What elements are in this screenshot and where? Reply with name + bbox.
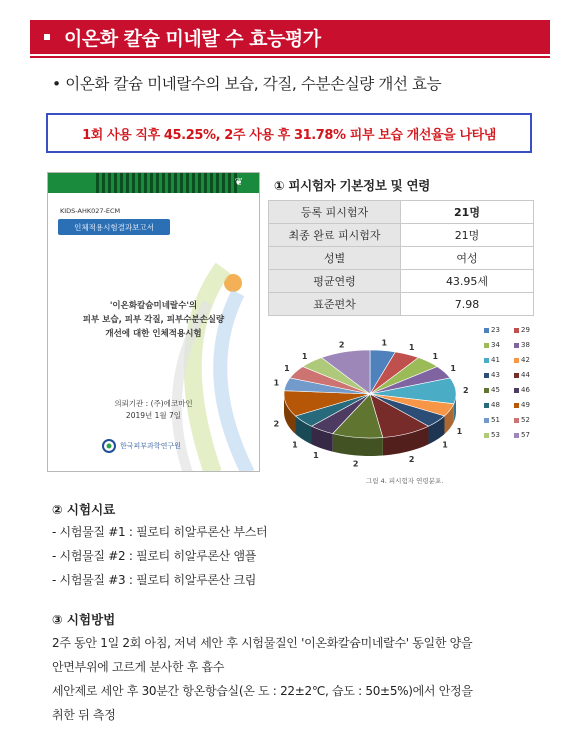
cover-institute-logo bbox=[102, 439, 181, 453]
legend-label: 38 bbox=[521, 341, 530, 349]
legend-swatch bbox=[514, 388, 519, 393]
table-cell-value: 21명 bbox=[401, 224, 534, 247]
pie-data-label: 2 bbox=[462, 386, 469, 396]
pie-data-label: 1 bbox=[273, 378, 280, 388]
table-cell-label: 평균연령 bbox=[269, 270, 401, 293]
legend-item bbox=[484, 356, 500, 364]
figure-caption: 그림 4. 피시험자 연령분포. bbox=[366, 477, 444, 485]
legend-swatch bbox=[514, 433, 519, 438]
page-title: 이온화 칼슘 미네랄 수 효능평가 bbox=[64, 27, 321, 50]
legend-label: 34 bbox=[491, 341, 500, 349]
legend-swatch bbox=[484, 388, 489, 393]
cover-badge: 인체적용시험결과보고서 bbox=[58, 219, 170, 235]
table-cell-value: 43.95세 bbox=[401, 270, 534, 293]
cover-leaf-icon: ❦ bbox=[234, 177, 243, 188]
pie-data-label: 1 bbox=[456, 426, 463, 436]
legend-item bbox=[514, 326, 530, 334]
pie-data-label: 1 bbox=[408, 343, 415, 353]
test-material-item: - 시험물질 #1 : 필로티 히알루론산 부스터 bbox=[52, 525, 268, 539]
institute-logo-icon bbox=[102, 439, 116, 453]
pie-data-label: 2 bbox=[408, 454, 415, 464]
cover-report-code: KIDS-AHK027-ECM bbox=[60, 207, 121, 215]
table-row bbox=[269, 293, 534, 316]
pie-data-label: 2 bbox=[273, 419, 280, 429]
section-subtitle: • 이온화 칼슘 미네랄수의 보습, 각질, 수분손실량 개선 효능 bbox=[52, 75, 442, 93]
legend-label: 41 bbox=[491, 356, 500, 364]
pie-data-label: 1 bbox=[284, 364, 290, 373]
table-cell-value: 21명 bbox=[401, 201, 534, 224]
legend-swatch bbox=[514, 403, 519, 408]
header-bullet-icon bbox=[44, 34, 50, 40]
table-cell-label: 성별 bbox=[269, 247, 401, 270]
legend-label: 49 bbox=[521, 401, 530, 409]
test-material-item: - 시험물질 #3 : 필로티 히알루론산 크림 bbox=[52, 573, 257, 587]
cover-title-line: 개선에 대한 인체적용시험 bbox=[105, 329, 202, 339]
legend-swatch bbox=[514, 373, 519, 378]
pie-data-label: 1 bbox=[442, 440, 448, 450]
cover-date-line: 2019년 1월 7일 bbox=[125, 411, 182, 420]
test-method-line: 취한 뒤 측정 bbox=[52, 708, 116, 722]
test-method-title: ③ 시험방법 bbox=[52, 612, 116, 627]
legend-swatch bbox=[484, 433, 489, 438]
legend-swatch bbox=[484, 373, 489, 378]
cover-title-line: '이온화칼슘미네랄수'의 bbox=[109, 301, 198, 311]
legend-item bbox=[514, 431, 530, 439]
result-highlight-box bbox=[46, 113, 532, 153]
cover-logo-text: 한국피부과학연구원 bbox=[120, 442, 181, 450]
legend-swatch bbox=[514, 358, 519, 363]
section-header-bar bbox=[30, 20, 550, 54]
pie-data-label: 1 bbox=[450, 364, 456, 373]
legend-swatch bbox=[514, 328, 519, 333]
cover-title-line: 피부 보습, 피부 각질, 피부수분손실량 bbox=[82, 315, 225, 325]
table-cell-label: 등록 피시험자 bbox=[269, 201, 401, 224]
table-row bbox=[269, 201, 534, 224]
table-row bbox=[269, 270, 534, 293]
legend-item bbox=[514, 401, 530, 409]
legend-label: 42 bbox=[521, 356, 530, 364]
legend-swatch bbox=[484, 358, 489, 363]
legend-item bbox=[484, 386, 500, 394]
legend-item bbox=[484, 401, 500, 409]
legend-label: 43 bbox=[491, 371, 500, 379]
table-cell-label: 표준편차 bbox=[269, 293, 401, 316]
legend-label: 57 bbox=[521, 431, 530, 439]
legend-item bbox=[514, 341, 530, 349]
test-material-item: - 시험물질 #2 : 필로티 히알루론산 앰플 bbox=[52, 549, 257, 563]
pie-data-label: 1 bbox=[301, 351, 308, 361]
cover-client-line: 의뢰기관 : (주)에코마인 bbox=[114, 399, 193, 408]
legend-label: 52 bbox=[521, 416, 530, 424]
age-pie-chart-svg bbox=[270, 326, 480, 476]
legend-swatch bbox=[514, 343, 519, 348]
result-highlight-text: 1회 사용 직후 45.25%, 2주 사용 후 31.78% 피부 보습 개선율을 나타냄 bbox=[82, 127, 496, 143]
test-materials-title: ② 시험시료 bbox=[52, 502, 116, 517]
cover-client-info bbox=[48, 398, 259, 422]
table-row bbox=[269, 224, 534, 247]
table-cell-label: 최종 완료 피시험자 bbox=[269, 224, 401, 247]
legend-swatch bbox=[484, 418, 489, 423]
test-method-line: 2주 동안 1일 2회 아침, 저녁 세안 후 시험물질인 '이온화칼슘미네랄수' 동일한 양을 bbox=[52, 636, 473, 650]
legend-label: 46 bbox=[521, 386, 530, 394]
legend-item bbox=[484, 431, 500, 439]
pie-data-label: 1 bbox=[432, 351, 439, 361]
legend-item bbox=[484, 326, 500, 334]
test-method-line: 세안제로 세안 후 30분간 항온항습실(온 도 : 22±2℃, 습도 : 50±5%)에서 안정을 bbox=[52, 684, 473, 698]
legend-label: 29 bbox=[521, 326, 530, 334]
subject-info-table bbox=[268, 200, 534, 316]
legend-item bbox=[514, 416, 530, 424]
legend-item bbox=[484, 416, 500, 424]
age-pie-chart bbox=[270, 326, 480, 476]
table-row bbox=[269, 247, 534, 270]
header-underline bbox=[30, 56, 550, 58]
pie-data-label: 2 bbox=[338, 340, 345, 350]
legend-label: 45 bbox=[491, 386, 500, 394]
legend-item bbox=[514, 371, 530, 379]
legend-swatch bbox=[484, 343, 489, 348]
pie-data-label: 1 bbox=[292, 440, 298, 450]
pie-data-label: 1 bbox=[313, 450, 319, 460]
legend-item bbox=[514, 386, 530, 394]
test-method-line: 안면부위에 고르게 분사한 후 흡수 bbox=[52, 660, 225, 674]
legend-label: 23 bbox=[491, 326, 500, 334]
cover-title bbox=[48, 299, 259, 341]
report-cover-image bbox=[47, 172, 260, 472]
table-cell-value: 7.98 bbox=[401, 293, 534, 316]
legend-swatch bbox=[484, 328, 489, 333]
legend-item bbox=[514, 356, 530, 364]
legend-swatch bbox=[484, 403, 489, 408]
legend-label: 51 bbox=[491, 416, 500, 424]
pie-data-label: 1 bbox=[381, 338, 388, 348]
legend-swatch bbox=[514, 418, 519, 423]
legend-item bbox=[484, 371, 500, 379]
legend-item bbox=[484, 341, 500, 349]
legend-label: 53 bbox=[491, 431, 500, 439]
legend-label: 48 bbox=[491, 401, 500, 409]
legend-label: 44 bbox=[521, 371, 530, 379]
pie-data-label: 2 bbox=[352, 459, 359, 469]
subject-info-title: ① 피시험자 기본정보 및 연령 bbox=[274, 178, 431, 193]
table-cell-value: 여성 bbox=[401, 247, 534, 270]
